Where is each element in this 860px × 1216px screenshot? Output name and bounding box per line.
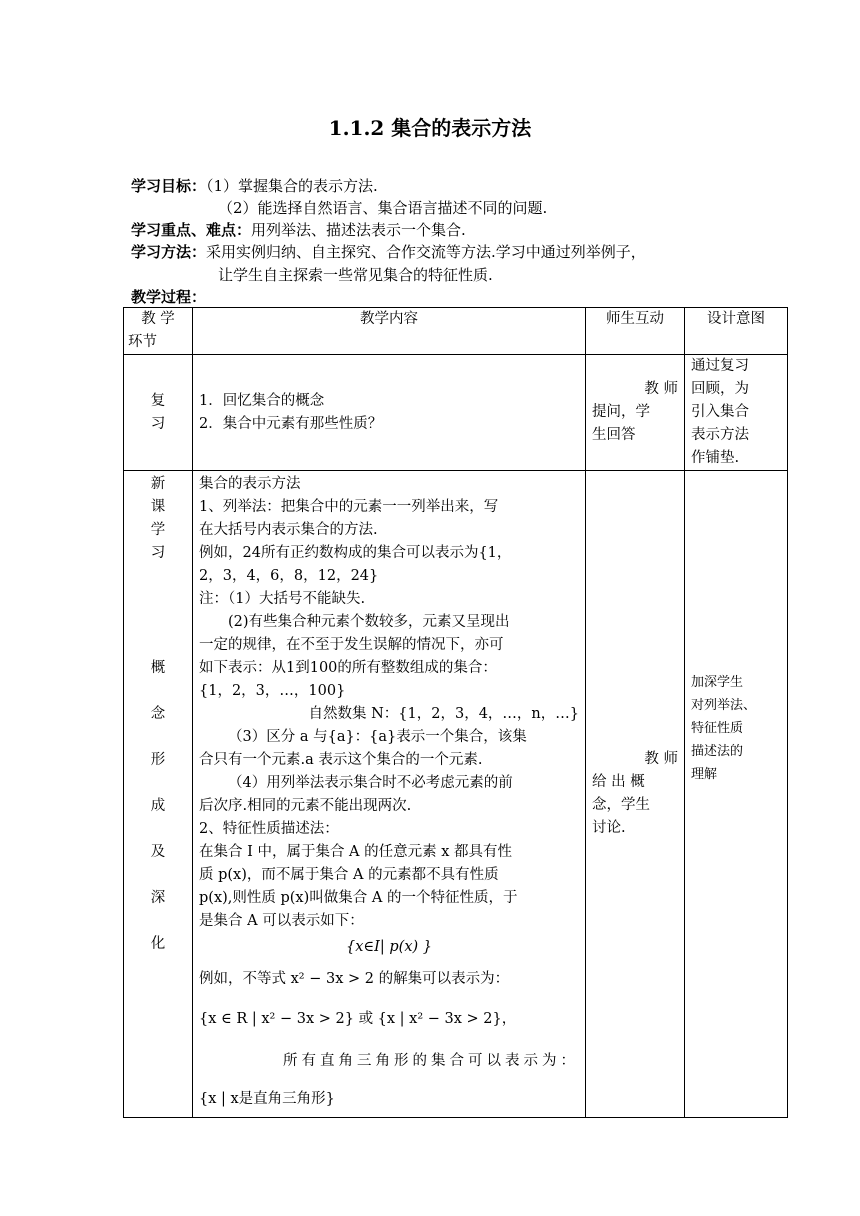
key-points-text: 用列举法、描述法表示一个集合. xyxy=(251,221,466,239)
content-line: (2)有些集合种元素个数较多，元素又呈现出 xyxy=(228,614,510,630)
review-stage-a: 复 xyxy=(150,392,166,409)
table-row-review xyxy=(124,355,788,471)
content-line: 是集合 A 可以表示如下： xyxy=(199,913,364,929)
header-stage xyxy=(124,308,193,355)
objective-item-2: （2）能选择自然语言、集合语言描述不同的问题. xyxy=(218,199,548,217)
new-intent-e: 理解 xyxy=(691,767,718,782)
content-line: 质 p(x)，而不属于集合 A 的元素都不具有性质 xyxy=(199,867,499,883)
new-interaction-a: 教 师 xyxy=(644,751,678,767)
content-line: 在集合 I 中，属于集合 A 的任意元素 x 都具有性 xyxy=(199,844,513,860)
content-line: 2、特征性质描述法： xyxy=(199,821,339,837)
content-line: 一定的规律，在不至于发生误解的情况下，亦可 xyxy=(199,637,504,653)
header-interaction: 师生互动 xyxy=(586,308,685,355)
stage-spacer xyxy=(128,772,188,795)
new-stage-char: 化 xyxy=(150,936,166,952)
review-interaction-a: 教 师 xyxy=(644,381,678,397)
content-line: {1，2，3，…，100} xyxy=(199,683,346,699)
content-line: 合只有一个元素.a 表示这个集合的一个元素. xyxy=(199,752,483,768)
objectives-label: 学习目标： xyxy=(131,177,207,195)
new-intent-a: 加深学生 xyxy=(691,675,744,690)
table-row-new xyxy=(124,471,788,1118)
content-line: 后次序.相同的元素不能出现两次. xyxy=(199,798,412,814)
new-stage-char: 形 xyxy=(150,752,166,768)
content-line: 例如，24所有正约数构成的集合可以表示为{1， xyxy=(199,545,512,561)
stage-spacer xyxy=(128,726,188,749)
review-interaction xyxy=(586,355,685,471)
review-interaction-c: 生回答 xyxy=(592,427,636,443)
new-content xyxy=(193,471,586,1118)
new-intent-d: 描述法的 xyxy=(691,744,744,759)
new-interaction xyxy=(586,471,685,1118)
content-line: 所有直角三角形的集合可以表示为： xyxy=(283,1053,579,1069)
content-line: p(x),则性质 p(x)叫做集合 A 的一个特征性质，于 xyxy=(199,890,518,906)
header-stage-b: 环节 xyxy=(128,334,157,350)
header-stage-a: 教 学 xyxy=(141,311,175,327)
methods-row xyxy=(131,240,751,264)
inequality-formula: {x ∈ R | x² − 3x > 2} 或 {x | x² − 3x > 2}， xyxy=(199,1011,517,1027)
content-line: 例如，不等式 x² − 3x > 2 的解集可以表示为： xyxy=(199,971,510,987)
content-line: （4）用列举法表示集合时不必考虑元素的前 xyxy=(228,775,513,791)
review-intent xyxy=(685,355,788,471)
key-points-label: 学习重点、难点： xyxy=(131,221,252,239)
review-interaction-b: 提问，学 xyxy=(592,404,650,420)
content-line: 自然数集 N：{1，2，3，4，…，n，…} xyxy=(308,706,579,722)
stage-spacer xyxy=(128,864,188,887)
stage-spacer xyxy=(128,910,188,933)
new-interaction-b: 给 出 概 xyxy=(592,774,645,790)
new-intent-c: 特征性质 xyxy=(691,721,744,736)
new-stage-char: 及 xyxy=(150,844,166,860)
new-stage-char: 成 xyxy=(150,798,166,814)
objectives-row xyxy=(131,174,751,198)
new-stage-char: 新 xyxy=(150,476,166,492)
stage-spacer xyxy=(128,818,188,841)
content-line: 注：（1）大括号不能缺失. xyxy=(199,591,366,607)
process-row xyxy=(131,285,751,309)
new-stage-char: 课 xyxy=(150,499,166,515)
triangle-set-formula: {x | x是直角三角形} xyxy=(199,1091,335,1107)
new-stage-char: 习 xyxy=(150,545,166,561)
review-line-1: 1．回忆集合的概念 xyxy=(199,392,325,409)
new-stage xyxy=(124,471,193,1118)
review-intent-e: 作铺垫. xyxy=(691,450,740,466)
review-intent-d: 表示方法 xyxy=(691,427,749,443)
methods-line-1: 采用实例归纳、自主探究、合作交流等方法.学习中通过列举例子， xyxy=(206,243,646,261)
review-intent-b: 回顾，为 xyxy=(691,381,749,397)
content-line: （3）区分 a 与{a}：{a}表示一个集合，该集 xyxy=(228,729,527,745)
objective-item-1: （1）掌握集合的表示方法. xyxy=(206,177,378,195)
new-intent-b: 对列举法、 xyxy=(691,698,757,713)
new-interaction-c: 念，学生 xyxy=(592,797,650,813)
page-title: 1.1.2 集合的表示方法 xyxy=(328,116,532,140)
review-intent-a: 通过复习 xyxy=(691,358,749,374)
set-builder-formula: {x∈I| p(x) } xyxy=(346,939,432,955)
stage-spacer xyxy=(128,680,188,703)
review-stage-b: 习 xyxy=(150,415,166,432)
review-content xyxy=(193,355,586,471)
process-label: 教学过程： xyxy=(131,288,207,306)
header-content: 教学内容 xyxy=(193,308,586,355)
new-stage-char: 深 xyxy=(150,890,166,906)
new-intent xyxy=(685,471,788,1118)
new-stage-char: 念 xyxy=(150,706,166,722)
content-line: 在大括号内表示集合的方法. xyxy=(199,522,378,538)
header-intent: 设计意图 xyxy=(685,308,788,355)
methods-label: 学习方法： xyxy=(131,243,207,261)
new-stage-char: 学 xyxy=(150,522,166,538)
review-stage xyxy=(124,355,193,471)
content-line: 1、列举法：把集合中的元素一一列举出来，写 xyxy=(199,499,499,515)
content-line: 如下表示：从1到100的所有整数组成的集合： xyxy=(199,660,497,676)
content-line: 集合的表示方法 xyxy=(199,476,301,492)
content-line: 2，3，4，6，8，12，24} xyxy=(199,568,379,584)
lesson-table xyxy=(123,307,788,1118)
table-header-row xyxy=(124,308,788,355)
methods-line-2: 让学生自主探索一些常见集合的特征性质. xyxy=(218,266,493,284)
stage-spacer xyxy=(128,565,188,657)
key-points-row xyxy=(131,218,751,242)
review-line-2: 2．集合中元素有那些性质？ xyxy=(199,415,383,432)
review-intent-c: 引入集合 xyxy=(691,404,749,420)
new-stage-char: 概 xyxy=(150,660,166,676)
new-interaction-d: 讨论. xyxy=(592,820,626,836)
